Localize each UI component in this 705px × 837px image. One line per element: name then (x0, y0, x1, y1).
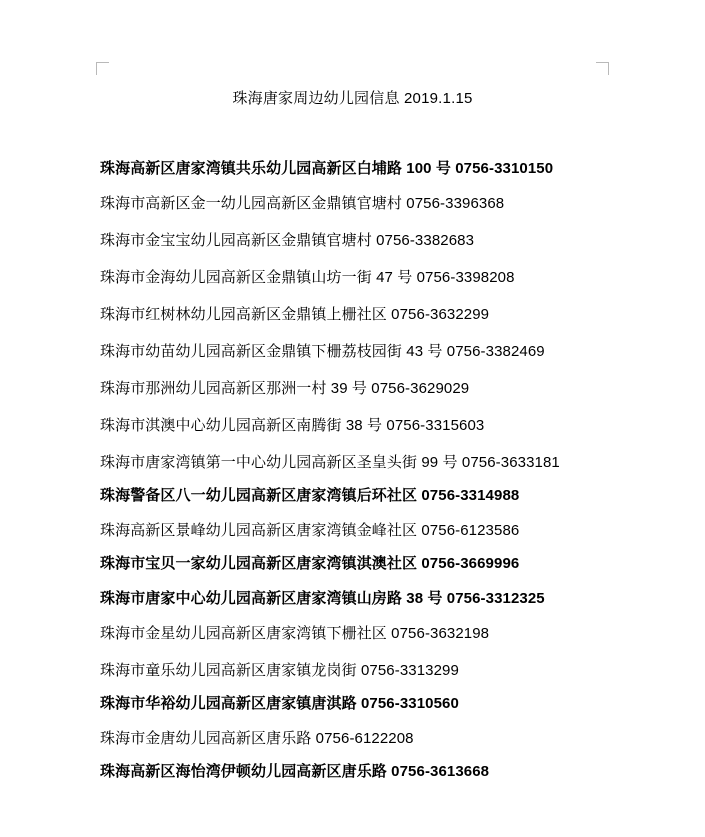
list-item: 珠海市金宝宝幼儿园高新区金鼎镇官塘村 0756-3382683 (100, 232, 475, 249)
list-item: 珠海市红树林幼儿园高新区金鼎镇上栅社区 0756-3632299 (100, 306, 490, 323)
page-title: 珠海唐家周边幼儿园信息 2019.1.15 (232, 90, 473, 107)
list-item: 珠海市金唐幼儿园高新区唐乐路 0756-6122208 (100, 730, 414, 747)
list-item: 珠海市金星幼儿园高新区唐家湾镇下栅社区 0756-3632198 (100, 625, 490, 642)
list-item: 珠海市唐家湾镇第一中心幼儿园高新区圣皇头街 99 号 0756-3633181 (100, 454, 560, 471)
list-item: 珠海市宝贝一家幼儿园高新区唐家湾镇淇澳社区 0756-3669996 (100, 555, 520, 572)
list-item: 珠海市淇澳中心幼儿园高新区南腾街 38 号 0756-3315603 (100, 417, 485, 434)
list-item: 珠海高新区唐家湾镇共乐幼儿园高新区白埔路 100 号 0756-3310150 (100, 160, 554, 177)
list-item: 珠海市幼苗幼儿园高新区金鼎镇下栅荔枝园街 43 号 0756-3382469 (100, 343, 545, 360)
list-item: 珠海市高新区金一幼儿园高新区金鼎镇官塘村 0756-3396368 (100, 195, 505, 212)
kindergarten-list (100, 158, 640, 796)
crop-mark-top-right (596, 62, 609, 75)
list-item: 珠海高新区海怡湾伊顿幼儿园高新区唐乐路 0756-3613668 (100, 763, 490, 780)
crop-mark-top-left (96, 62, 109, 75)
list-item: 珠海高新区景峰幼儿园高新区唐家湾镇金峰社区 0756-6123586 (100, 522, 520, 539)
list-item: 珠海市唐家中心幼儿园高新区唐家湾镇山房路 38 号 0756-3312325 (100, 590, 545, 607)
list-item: 珠海市童乐幼儿园高新区唐家镇龙岗街 0756-3313299 (100, 662, 459, 679)
list-item: 珠海市华裕幼儿园高新区唐家镇唐淇路 0756-3310560 (100, 695, 459, 712)
list-item: 珠海市金海幼儿园高新区金鼎镇山坊一街 47 号 0756-3398208 (100, 269, 515, 286)
list-item: 珠海市那洲幼儿园高新区那洲一村 39 号 0756-3629029 (100, 380, 470, 397)
list-item: 珠海警备区八一幼儿园高新区唐家湾镇后环社区 0756-3314988 (100, 487, 520, 504)
